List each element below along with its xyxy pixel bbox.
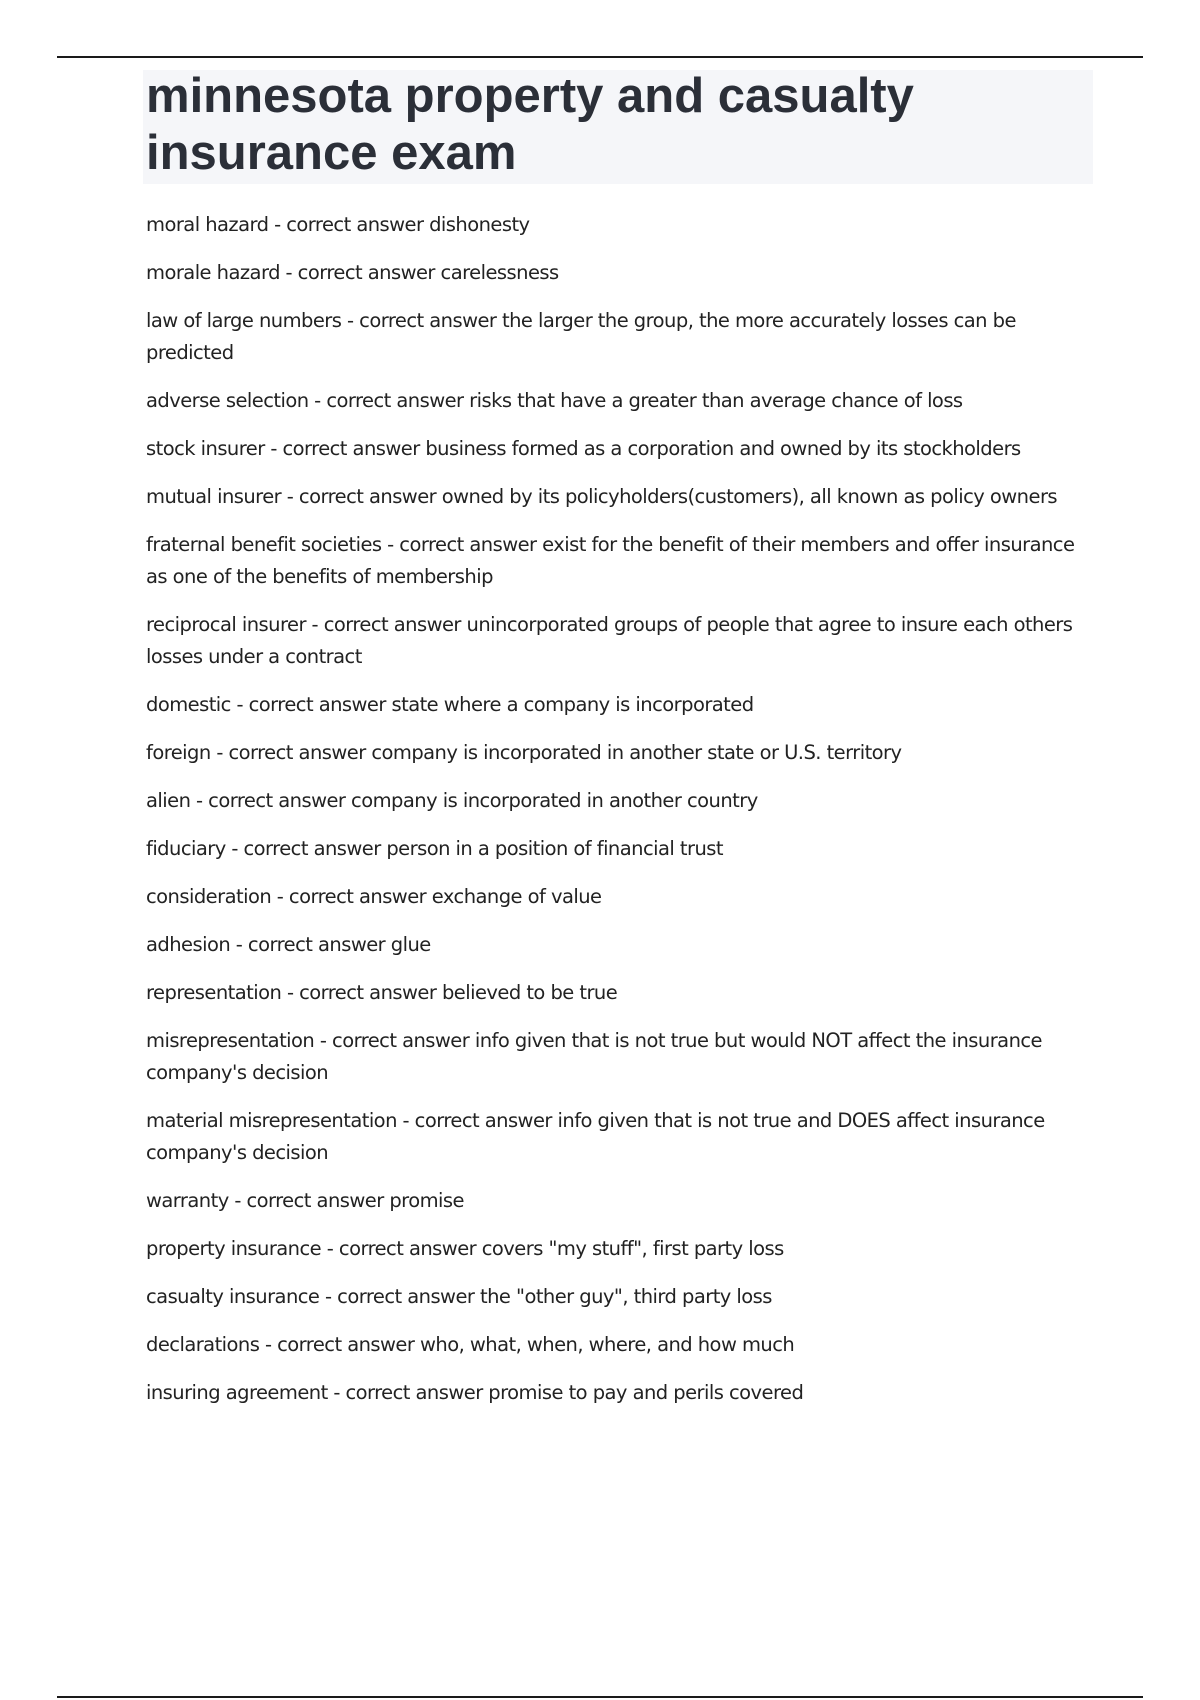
document-title: minnesota property and casualty insurance exam: [146, 69, 914, 180]
list-item: warranty - correct answer promise: [146, 1189, 464, 1212]
list-item: adhesion - correct answer glue: [146, 933, 431, 956]
list-item: misrepresentation - correct answer info given that is not true but would NOT affect the insurance company's decision: [146, 1029, 1043, 1084]
list-item: property insurance - correct answer covers "my stuff", first party loss: [146, 1237, 784, 1260]
list-item: representation - correct answer believed to be true: [146, 981, 618, 1004]
list-item: domestic - correct answer state where a company is incorporated: [146, 693, 754, 716]
list-item: moral hazard - correct answer dishonesty: [146, 213, 530, 236]
list-item: adverse selection - correct answer risks that have a greater than average chance of loss: [146, 389, 963, 412]
top-rule: [57, 56, 1143, 58]
list-item: insuring agreement - correct answer promise to pay and perils covered: [146, 1381, 804, 1404]
flashcard-list: [146, 209, 1086, 1425]
list-item: mutual insurer - correct answer owned by its policyholders(customers), all known as policy owners: [146, 485, 1058, 508]
list-item: casualty insurance - correct answer the "other guy", third party loss: [146, 1285, 772, 1308]
list-item: fiduciary - correct answer person in a position of financial trust: [146, 837, 723, 860]
list-item: consideration - correct answer exchange of value: [146, 885, 602, 908]
list-item: stock insurer - correct answer business formed as a corporation and owned by its stockholders: [146, 437, 1021, 460]
list-item: morale hazard - correct answer carelessness: [146, 261, 559, 284]
list-item: reciprocal insurer - correct answer unincorporated groups of people that agree to insure each others losses under a contract: [146, 613, 1073, 668]
list-item: declarations - correct answer who, what, when, where, and how much: [146, 1333, 795, 1356]
list-item: fraternal benefit societies - correct answer exist for the benefit of their members and offer insurance as one of the benefits of membership: [146, 533, 1075, 588]
list-item: law of large numbers - correct answer the larger the group, the more accurately losses can be predicted: [146, 309, 1016, 364]
list-item: material misrepresentation - correct answer info given that is not true and DOES affect insurance company's decision: [146, 1109, 1045, 1164]
list-item: alien - correct answer company is incorporated in another country: [146, 789, 758, 812]
bottom-rule: [57, 1696, 1143, 1698]
list-item: foreign - correct answer company is incorporated in another state or U.S. territory: [146, 741, 902, 764]
